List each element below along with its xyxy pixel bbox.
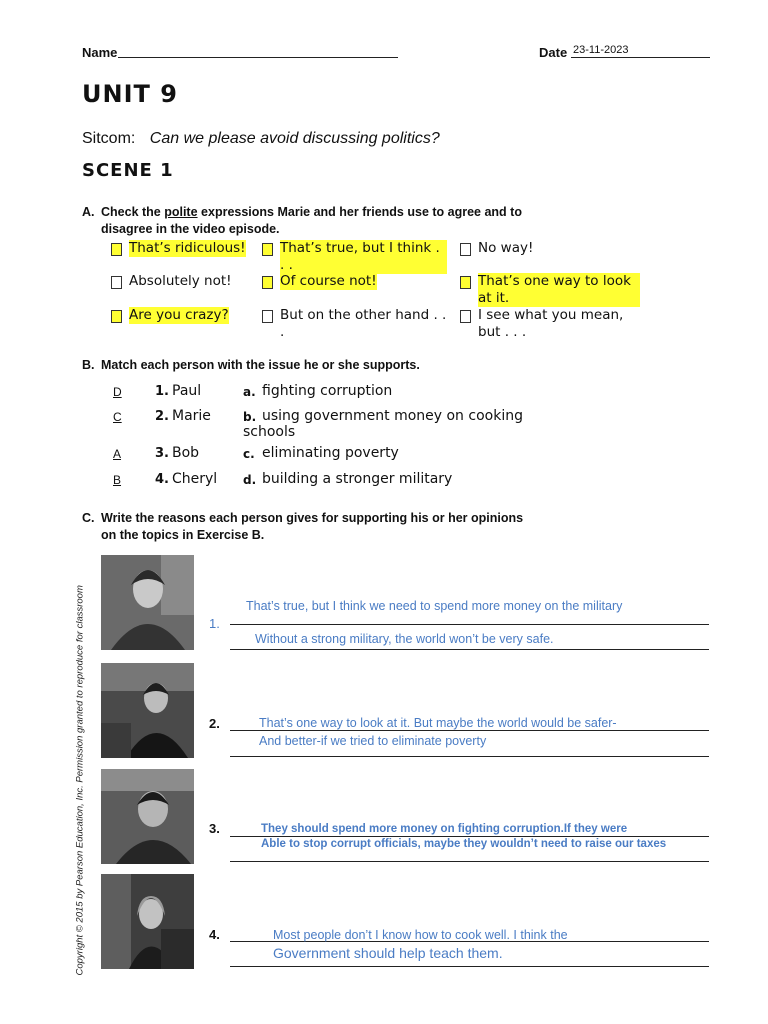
sitcom-heading — [82, 130, 440, 148]
answer-text: That’s one way to look at it. But maybe the world would be safer- — [259, 716, 617, 730]
option-item — [460, 273, 640, 307]
match-issue: fighting corruption — [262, 383, 393, 399]
match-answer: C — [113, 410, 122, 424]
match-person: Bob — [172, 445, 200, 461]
person-photo-icon — [101, 874, 194, 969]
person-photo-icon — [101, 663, 194, 758]
answer-line[interactable] — [230, 649, 709, 650]
answer-text: Government should help teach them. — [273, 945, 503, 961]
checkbox[interactable] — [460, 310, 471, 323]
name-field[interactable] — [118, 57, 398, 58]
person-photo-icon — [101, 769, 194, 864]
sitcom-label: Sitcom: — [82, 130, 136, 147]
match-number: 4. — [155, 472, 169, 487]
option-item — [111, 307, 251, 324]
match-answer: B — [113, 473, 122, 487]
option-text: Are you crazy? — [129, 307, 229, 323]
option-item — [262, 240, 447, 274]
match-person: Paul — [172, 383, 202, 399]
answer-number: 3. — [209, 821, 220, 836]
instruction-text: Write the reasons each person gives for supporting his or her opinions — [101, 511, 524, 525]
option-text: That’s ridiculous! — [129, 240, 246, 256]
match-letter: a. — [243, 385, 256, 399]
person-photo-icon — [101, 555, 194, 650]
option-item — [460, 240, 640, 257]
instruction-underlined: polite — [164, 205, 198, 219]
sitcom-title: Can we please avoid discussing politics? — [149, 130, 440, 147]
match-answer: D — [113, 385, 122, 399]
option-item — [262, 307, 447, 341]
answer-line[interactable] — [230, 966, 709, 967]
match-person: Marie — [172, 408, 211, 424]
option-item — [262, 273, 447, 290]
answer-line[interactable] — [230, 861, 709, 862]
match-answer: A — [113, 447, 122, 461]
option-text: That’s one way to look at it. — [478, 273, 640, 307]
unit-title: UNIT 9 — [82, 80, 178, 108]
section-b-instruction: Match each person with the issue he or she supports. — [101, 358, 420, 372]
match-number: 1. — [155, 384, 169, 399]
date-label: Date — [539, 45, 568, 60]
option-text: But on the other hand . . . — [280, 307, 447, 340]
answer-line[interactable] — [230, 730, 709, 731]
match-letter: c. — [243, 447, 255, 461]
instruction-text: Check the — [101, 205, 165, 219]
answer-text: Most people don’t I know how to cook well. I think the — [273, 928, 568, 942]
answer-text: And better-if we tried to eliminate poverty — [259, 734, 487, 748]
answer-number: 1. — [209, 616, 220, 631]
checkbox[interactable] — [262, 276, 273, 289]
checkbox[interactable] — [460, 276, 471, 289]
instruction-text: expressions Marie and her friends use to agree and to — [197, 205, 522, 219]
photo-paul — [101, 555, 194, 650]
section-b-letter: B. — [82, 358, 95, 372]
date-value: 23-11-2023 — [573, 44, 629, 56]
option-text: Absolutely not! — [129, 273, 232, 289]
answer-line[interactable] — [230, 756, 709, 757]
option-item — [460, 307, 640, 341]
instruction-text: disagree in the video episode. — [101, 222, 280, 236]
answer-number: 4. — [209, 927, 220, 942]
match-issue: using government money on cooking schools — [243, 408, 523, 440]
option-text: That’s true, but I think . . . — [280, 240, 447, 274]
option-item — [111, 240, 251, 257]
photo-cheryl — [101, 874, 194, 969]
photo-marie — [101, 663, 194, 758]
section-c-instruction — [101, 510, 561, 544]
instruction-text: on the topics in Exercise B. — [101, 528, 265, 542]
photo-bob — [101, 769, 194, 864]
answer-text: Able to stop corrupt officials, maybe they wouldn’t need to raise our taxes — [261, 838, 667, 850]
match-issue: building a stronger military — [262, 471, 453, 487]
match-number: 2. — [155, 409, 169, 424]
checkbox[interactable] — [262, 243, 273, 256]
name-label: Name — [82, 45, 118, 60]
checkbox[interactable] — [111, 276, 122, 289]
answer-text: They should spend more money on fighting corruption.If they were — [261, 823, 628, 835]
match-letter: b. — [243, 410, 257, 424]
match-number: 3. — [155, 446, 169, 461]
option-text: Of course not! — [280, 273, 377, 289]
option-text: No way! — [478, 240, 534, 256]
checkbox[interactable] — [111, 310, 122, 323]
checkbox[interactable] — [111, 243, 122, 256]
copyright-text: Copyright © 2015 by Pearson Education, Inc. Permission granted to reproduce for classroom — [74, 585, 86, 976]
option-text: I see what you mean, but . . . — [478, 307, 624, 340]
section-c-letter: C. — [82, 511, 95, 525]
checkbox[interactable] — [262, 310, 273, 323]
match-letter: d. — [243, 473, 257, 487]
answer-line[interactable] — [230, 624, 709, 625]
section-a-letter: A. — [82, 205, 95, 219]
date-field[interactable] — [571, 57, 710, 58]
checkbox[interactable] — [460, 243, 471, 256]
answer-number: 2. — [209, 716, 220, 731]
answer-line[interactable] — [230, 836, 709, 837]
answer-text: That’s true, but I think we need to spend more money on the military — [246, 599, 623, 613]
section-a-instruction — [101, 204, 561, 238]
scene-title: SCENE 1 — [82, 160, 174, 181]
option-item — [111, 273, 251, 290]
answer-text: Without a strong military, the world won’t be very safe. — [255, 632, 554, 646]
match-issue: eliminating poverty — [262, 445, 399, 461]
match-person: Cheryl — [172, 471, 218, 487]
